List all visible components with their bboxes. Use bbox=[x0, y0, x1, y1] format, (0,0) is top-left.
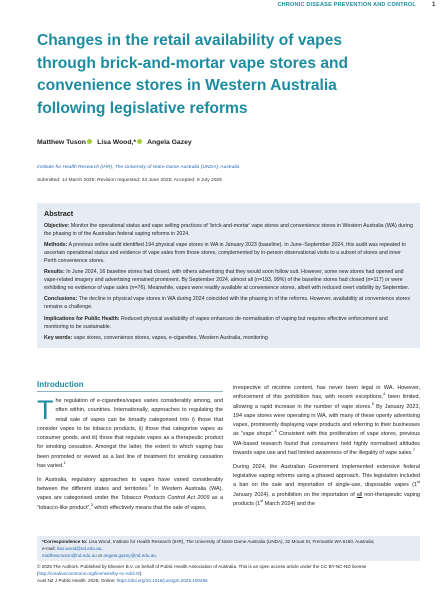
paragraph-text: as a “tobacco-like product”, bbox=[37, 495, 224, 511]
reference-marker[interactable]: 7 bbox=[412, 448, 415, 453]
intro-paragraph bbox=[37, 476, 223, 513]
abstract-label: Methods: bbox=[44, 242, 68, 249]
right-column bbox=[233, 384, 420, 514]
abstract-objective bbox=[44, 223, 413, 239]
ordinal-suffix: st bbox=[417, 480, 420, 485]
email-separator: . bbox=[155, 553, 158, 558]
correspondence-line bbox=[42, 545, 415, 552]
title-line: convenience stores in Western Australia bbox=[37, 77, 337, 94]
left-column bbox=[37, 397, 223, 518]
page-number: 1 bbox=[432, 2, 436, 8]
affiliation: Institute for Health Research (IHR), The University of Notre Dame Australia (UNDA), Australia bbox=[37, 165, 240, 170]
paragraph-text: he regulation of e-cigarettes/vapes varies considerably among, and often within, countries. Internationally, approaches to regulating the retail sale of vapes can be broadly categorised into i) those that consider vapes to be tobacco products, ii) those that categorise vapes as consumer goods, and iii) those that regulate vapes as a therapeutic product for smoking cessation. Amongst the latter, the extent to which vaping has been promoted or viewed as a last line of treatment for smoking cessation has varied. bbox=[37, 398, 223, 470]
abstract-text: The decline in physical vape stores in WA during 2024 coincided with the phasing in of the reforms. However, availability at convenience stores remains a challenge. bbox=[44, 296, 410, 311]
paragraph-text: been limited, allowing a rapid increase in the number of vape stores. bbox=[233, 394, 421, 410]
author-list bbox=[37, 139, 420, 146]
email-separator: or bbox=[96, 553, 104, 558]
abstract-label: Results: bbox=[44, 269, 65, 276]
email-link[interactable]: lisa.wood@nd.edu.au bbox=[57, 546, 102, 551]
license-text: © 2025 The Authors. Published by Elsevier B.V. on behalf of Public Health Association of Australia. This is an open access article under the CC BY-NC-ND license ( bbox=[37, 564, 367, 576]
abstract-text: A previous online audit identified 194 physical vape stores in WA in January 2023 (baseline). In June–September 2024, this audit was repeated to ascertain operational status and evidence of vape sales from those stores, complemented by in-person observational visits to a subset of stores and inner Perth convenience stores. bbox=[44, 242, 406, 265]
reference-marker[interactable]: 4 bbox=[383, 392, 386, 397]
reference-marker[interactable]: 5 bbox=[371, 401, 374, 406]
correspondence-label: *Correspondence to: bbox=[42, 539, 88, 544]
article-title bbox=[37, 30, 432, 120]
paragraph-text: which effectively means that the sale of vapes, bbox=[92, 504, 207, 511]
email-link[interactable]: matthew.tuson@nd.edu.au bbox=[42, 553, 97, 558]
abstract-heading: Abstract bbox=[44, 209, 74, 218]
abstract-keywords bbox=[44, 335, 413, 343]
ordinal-suffix: st bbox=[260, 499, 264, 504]
abstract-label: Objective: bbox=[44, 223, 70, 229]
license-notice bbox=[37, 563, 420, 577]
citation-text: Aust NZ J Public Health. 2025; Online; bbox=[37, 578, 117, 583]
intro-paragraph bbox=[233, 463, 420, 509]
abstract-methods bbox=[44, 242, 413, 266]
paragraph-text: Consistent with this proliferation of vape stores, previous WA-based research found that consumers held highly normalised attitudes towards vape use and had limited awareness of the illegality of vape sales. bbox=[233, 431, 421, 457]
paragraph-text: In Western Australia (WA), vapes are categorised under the bbox=[37, 486, 223, 502]
abstract-results bbox=[44, 269, 413, 293]
paragraph-text: By January 2023, 194 vape stores were operating in WA, with many of these openly advertising vapes, prominently displaying vape products and referring to their businesses as “vape shops”. bbox=[233, 403, 420, 438]
paragraph-text: March 2024) and the bbox=[263, 501, 315, 508]
title-line: through brick-and-mortar vape stores and bbox=[37, 54, 349, 72]
drop-cap: T bbox=[37, 395, 54, 425]
orcid-icon[interactable] bbox=[137, 139, 142, 144]
reference-marker[interactable]: 3 bbox=[90, 502, 93, 507]
abstract-implications bbox=[44, 316, 413, 332]
orcid-icon[interactable] bbox=[87, 139, 92, 144]
citation-line bbox=[37, 577, 420, 584]
page-footer bbox=[37, 536, 420, 584]
email-separator: , bbox=[101, 546, 103, 551]
author-name: Matthew Tuson bbox=[37, 139, 86, 147]
paragraph-text: During 2024, the Australian Government implemented extensive federal legislative vaping reforms using a phased approach. This legislation included a ban on the sale and importation of single-use, disposable vapes (1 bbox=[233, 463, 420, 489]
doi-link[interactable]: https://doi.org/10.1016/j.anzjph.2025.100268 bbox=[116, 578, 208, 583]
corresponding-author-marker: * bbox=[133, 139, 137, 147]
license-end: ). bbox=[139, 571, 143, 576]
title-line: Changes in the retail availability of vapes bbox=[37, 32, 343, 49]
emphasized-word: all bbox=[356, 491, 363, 498]
abstract-label: Conclusions: bbox=[44, 296, 78, 303]
act-title: Tobacco Products Control Act 2009 bbox=[120, 495, 210, 502]
license-link[interactable]: http://creativecommons.org/licenses/by-nc-nd/4.0/ bbox=[38, 571, 140, 576]
abstract-text: Monitor the operational status and vape selling practices of ‘brick-and-mortar’ vape stores and convenience stores in Western Australia (WA) during the phasing in of the Australian federal vaping reforms in 2024. bbox=[44, 223, 413, 237]
keywords-label: Key words: bbox=[44, 334, 73, 341]
author-name: Lisa Wood, bbox=[97, 139, 134, 147]
intro-paragraph bbox=[233, 384, 420, 458]
paragraph-text: In Australia, regulatory approaches to vapes have varied considerably between the different states and territories. bbox=[37, 476, 223, 493]
correspondence-line bbox=[42, 538, 415, 545]
paragraph-text: irrespective of nicotine content, has never been legal in WA. However, enforcement of this prohibition has, with recent exceptions, bbox=[233, 385, 420, 401]
abstract-text: In June 2024, 16 baseline stores had closed, with others advertising that they would soon follow suit. However, some new stores had opened and vape-related imagery and advertising remained prominent. By September 2024, almost all (n=193, 99%) of the baseline stores had closed (n=117) or were exhibiting no evidence of vape sales (n=76). Meanwhile, vapes were readily available at convenience stores, albeit with reduced overt visibility by September. bbox=[44, 269, 410, 292]
author-name: Angela Gazey bbox=[147, 139, 192, 147]
abstract-label: Implications for Public Health: bbox=[44, 315, 120, 322]
correspondence-box bbox=[37, 536, 420, 561]
reference-marker[interactable]: 2 bbox=[148, 484, 151, 489]
introduction-heading: Introduction bbox=[37, 380, 223, 392]
abstract-conclusions bbox=[44, 296, 413, 312]
email-link[interactable]: angela.gazey@nd.edu.au bbox=[103, 553, 156, 558]
paragraph-text: January 2024), a prohibition on the importation of bbox=[233, 491, 357, 498]
title-line: following legislative reforms bbox=[37, 99, 248, 117]
section-header: CHRONIC DISEASE PREVENTION AND CONTROL bbox=[277, 2, 416, 8]
correspondence-address: Lisa Wood, Institute for Health Research (IHR), The University of Notre Dame Australia (UNDA), 32 Mouat St, Fremantle WA 6160, Australia; bbox=[87, 539, 375, 544]
abstract-box bbox=[37, 203, 420, 348]
abstract-text: Reduced physical availability of vapes enhances de-normalisation of vaping but requires effective enforcement and monitoring to be sustainable. bbox=[44, 315, 388, 330]
paragraph-text: non-therapeutic vaping products (1 bbox=[233, 491, 420, 508]
correspondence-line bbox=[42, 552, 415, 559]
reference-marker[interactable]: 6 bbox=[274, 429, 277, 434]
keywords-text: vape stores, convenience stores, vapes, e-cigarettes, Western Australia, monitoring bbox=[73, 334, 268, 341]
intro-paragraph bbox=[37, 397, 223, 471]
submission-dates: Submitted: 14 March 2025; Revision requested: 23 June 2025; Accepted: 9 July 2025 bbox=[37, 178, 222, 183]
email-label: e-mail: bbox=[42, 546, 58, 551]
reference-marker[interactable]: 1 bbox=[63, 461, 66, 466]
